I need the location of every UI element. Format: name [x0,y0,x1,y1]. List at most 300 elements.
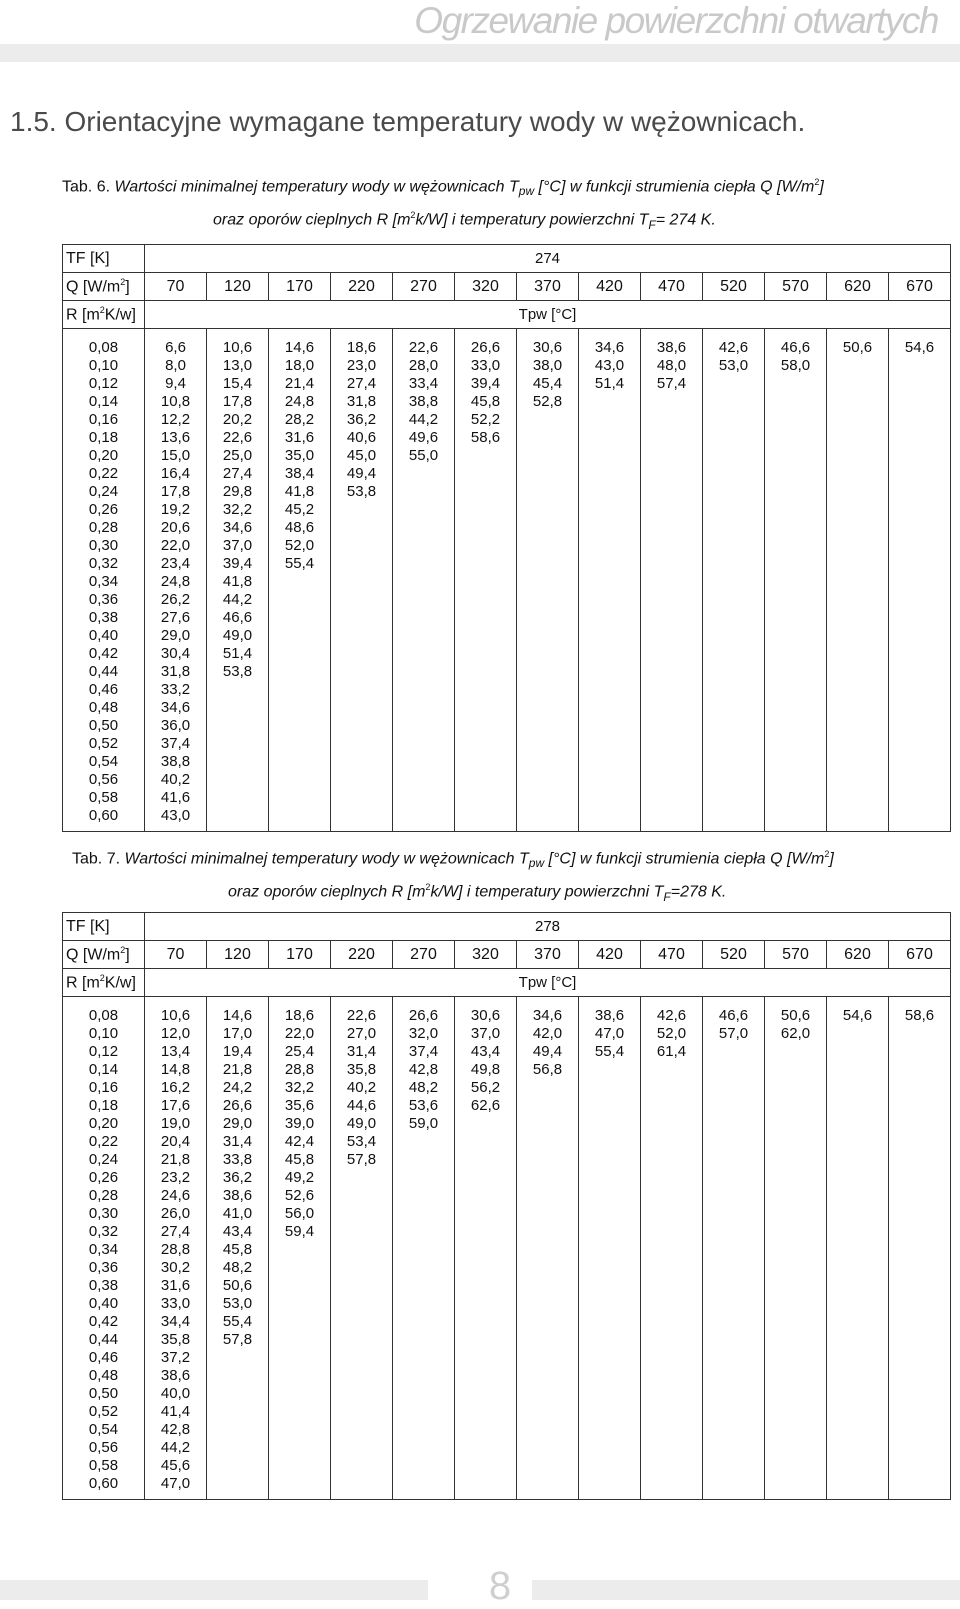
resistance-cell: 0,60 [63,1475,145,1500]
temperature-cell: 55,4 [579,1043,641,1061]
temperature-cell [517,1169,579,1187]
temperature-cell [889,789,951,807]
temperature-cell [703,1097,765,1115]
temperature-cell [269,717,331,735]
temperature-cell [765,735,827,753]
temperature-cell [827,1187,889,1205]
temperature-cell [703,447,765,465]
table-row [63,1187,951,1205]
temperature-cell [331,1187,393,1205]
temperature-cell [579,1331,641,1349]
table-row [63,997,951,1026]
temperature-cell: 14,8 [145,1061,207,1079]
temperature-cell: 42,6 [641,997,703,1026]
temperature-cell: 57,8 [207,1331,269,1349]
temperature-cell [393,771,455,789]
temperature-cell [269,1349,331,1367]
temperature-cell [517,627,579,645]
temperature-cell [889,1097,951,1115]
table-row [63,519,951,537]
temperature-cell [765,645,827,663]
temperature-cell [579,1349,641,1367]
temperature-cell [579,1169,641,1187]
temperature-cell: 31,8 [331,393,393,411]
r-label: R $[m^2K/w]$ [63,969,145,997]
temperature-cell [641,1223,703,1241]
temperature-cell [827,627,889,645]
temperature-cell [889,717,951,735]
temperature-cell [455,447,517,465]
temperature-cell [207,1349,269,1367]
temperature-cell [579,1457,641,1475]
temperature-cell [889,1277,951,1295]
temperature-cell [703,699,765,717]
temperature-cell [765,1169,827,1187]
q-value-cell: 370 [517,941,579,969]
temperature-cell [703,1313,765,1331]
temperature-cell [889,555,951,573]
temperature-cell [455,555,517,573]
temperature-cell [455,465,517,483]
temperature-cell [393,1133,455,1151]
temperature-cell [579,555,641,573]
temperature-cell [393,591,455,609]
table-row [63,1349,951,1367]
temperature-cell: 45,4 [517,375,579,393]
resistance-cell: 0,50 [63,717,145,735]
table-row [63,645,951,663]
temperature-cell [765,1367,827,1385]
temperature-cell [641,1115,703,1133]
temperature-cell [455,1223,517,1241]
temperature-cell [889,1457,951,1475]
temperature-cell: 45,0 [331,447,393,465]
temperature-cell [827,1061,889,1079]
temperature-cell [331,681,393,699]
resistance-cell: 0,18 [63,1097,145,1115]
temperature-cell [703,1403,765,1421]
temperature-cell [827,681,889,699]
temperature-cell [641,681,703,699]
temperature-cell [703,519,765,537]
temperature-cell: 33,4 [393,375,455,393]
temperature-cell [703,1439,765,1457]
temperature-cell: 15,0 [145,447,207,465]
temperature-cell [517,645,579,663]
temperature-cell [889,357,951,375]
temperature-cell: 53,4 [331,1133,393,1151]
temperature-cell [641,483,703,501]
temperature-cell [455,1457,517,1475]
temperature-cell [331,1277,393,1295]
temperature-cell [765,1151,827,1169]
temperature-cell [641,663,703,681]
temperature-cell [765,591,827,609]
temperature-cell [889,771,951,789]
temperature-cell: 49,4 [517,1043,579,1061]
temperature-cell: 53,0 [703,357,765,375]
temperature-cell [455,1367,517,1385]
temperature-cell [703,789,765,807]
temperature-cell: 19,4 [207,1043,269,1061]
temperature-cell [703,1133,765,1151]
temperature-cell: 20,4 [145,1133,207,1151]
temperature-cell [703,807,765,832]
temperature-cell [517,591,579,609]
temperature-cell: 10,6 [145,997,207,1026]
temperature-cell [641,555,703,573]
temperature-cell [765,465,827,483]
temperature-cell: 55,4 [269,555,331,573]
temperature-cell [765,1403,827,1421]
temperature-cell [889,1061,951,1079]
resistance-cell: 0,58 [63,789,145,807]
table-row [63,465,951,483]
temperature-cell [517,1223,579,1241]
temperature-cell [889,1079,951,1097]
temperature-cell [765,681,827,699]
temperature-cell [703,753,765,771]
temperature-cell [579,1133,641,1151]
page-number: 8 [488,1564,512,1608]
temperature-cell [765,1205,827,1223]
temperature-cell: 8,0 [145,357,207,375]
temperature-cell [269,645,331,663]
temperature-cell [269,1277,331,1295]
temperature-cell [641,645,703,663]
temperature-cell [579,699,641,717]
temperature-cell [331,1295,393,1313]
temperature-cell: 14,6 [207,997,269,1026]
temperature-cell: 26,2 [145,591,207,609]
temperature-cell: 44,2 [145,1439,207,1457]
temperature-cell [269,699,331,717]
temperature-cell [703,483,765,501]
temperature-cell [393,483,455,501]
temperature-cell [269,1331,331,1349]
temperature-cell [765,411,827,429]
temperature-cell [393,1259,455,1277]
temperature-cell [889,465,951,483]
temperature-cell [641,1475,703,1500]
temperature-cell: 42,8 [145,1421,207,1439]
resistance-cell: 0,40 [63,627,145,645]
resistance-cell: 0,42 [63,1313,145,1331]
temperature-cell [827,1133,889,1151]
temperature-cell [207,771,269,789]
temperature-cell [703,1061,765,1079]
temperature-cell [827,1025,889,1043]
temperature-cell [455,1169,517,1187]
temperature-cell [703,1259,765,1277]
temperature-cell [889,411,951,429]
temperature-cell [579,1295,641,1313]
temperature-cell [889,609,951,627]
temperature-cell: 31,4 [207,1133,269,1151]
temperature-cell [641,1439,703,1457]
temperature-cell [393,1187,455,1205]
temperature-cell [207,1367,269,1385]
temperature-cell [393,663,455,681]
tpw-label: Tpw [°C] [145,301,951,329]
temperature-cell [455,735,517,753]
temperature-cell [703,1331,765,1349]
temperature-cell [641,609,703,627]
temperature-cell: 33,0 [145,1295,207,1313]
temperature-cell: 29,0 [145,627,207,645]
temperature-cell [331,501,393,519]
temperature-cell [393,699,455,717]
temperature-cell [517,555,579,573]
temperature-cell [579,609,641,627]
q-value-cell: 520 [703,273,765,301]
resistance-cell: 0,24 [63,1151,145,1169]
temperature-cell [641,591,703,609]
temperature-cell: 51,4 [579,375,641,393]
temperature-cell [517,771,579,789]
temperature-cell [393,465,455,483]
temperature-cell: 42,6 [703,329,765,358]
temperature-cell: 53,8 [207,663,269,681]
temperature-cell [269,1457,331,1475]
temperature-cell [765,663,827,681]
temperature-cell: 45,8 [269,1151,331,1169]
temperature-cell [827,375,889,393]
temperature-cell [393,1421,455,1439]
temperature-cell: 25,0 [207,447,269,465]
temperature-cell [765,501,827,519]
temperature-cell [889,447,951,465]
temperature-cell [517,1313,579,1331]
temperature-cell [517,1151,579,1169]
temperature-cell [393,807,455,832]
temperature-cell [455,1241,517,1259]
table-row [63,573,951,591]
temperature-cell [827,1421,889,1439]
temperature-cell [455,699,517,717]
temperature-cell: 46,6 [765,329,827,358]
temperature-cell: 40,2 [145,771,207,789]
temperature-cell [455,1133,517,1151]
temperature-cell [765,429,827,447]
temperature-cell [765,1439,827,1457]
temperature-cell [517,501,579,519]
temperature-cell [765,807,827,832]
tpw-label: Tpw [°C] [145,969,951,997]
temperature-cell [765,1385,827,1403]
temperature-cell [517,735,579,753]
temperature-cell: 26,6 [207,1097,269,1115]
temperature-cell: 45,6 [145,1457,207,1475]
temperature-cell [455,1313,517,1331]
caption-text: ] [829,850,834,868]
table-caption-6 [0,168,960,235]
temperature-cell [827,1313,889,1331]
temperature-cell: 38,6 [145,1367,207,1385]
resistance-cell: 0,32 [63,1223,145,1241]
temperature-cell [517,1115,579,1133]
temperature-cell [579,447,641,465]
temperature-cell: 31,8 [145,663,207,681]
table-row [63,429,951,447]
resistance-cell: 0,18 [63,429,145,447]
temperature-cell [393,1277,455,1295]
temperature-cell [703,1421,765,1439]
temperature-cell [455,1115,517,1133]
temperature-cell: 24,8 [145,573,207,591]
temperature-cell: 43,4 [207,1223,269,1241]
temperature-cell [889,1403,951,1421]
temperature-cell: 21,8 [145,1151,207,1169]
temperature-cell [641,735,703,753]
resistance-cell: 0,28 [63,1187,145,1205]
caption-text: =278 K. [670,883,727,901]
temperature-cell [455,717,517,735]
temperature-cell [703,681,765,699]
temperature-cell [703,501,765,519]
q-value-cell: 70 [145,273,207,301]
resistance-cell: 0,14 [63,393,145,411]
temperature-cell [827,609,889,627]
temperature-cell [269,1313,331,1331]
temperature-cell: 44,6 [331,1097,393,1115]
resistance-cell: 0,12 [63,1043,145,1061]
temperature-cell [641,393,703,411]
temperature-cell: 34,4 [145,1313,207,1331]
resistance-cell: 0,34 [63,573,145,591]
table-row [63,1367,951,1385]
temperature-cell [703,735,765,753]
temperature-cell [703,1187,765,1205]
temperature-cell: 57,0 [703,1025,765,1043]
temperature-cell [703,1241,765,1259]
temperature-cell [579,1403,641,1421]
temperature-cell [827,1349,889,1367]
temperature-cell [889,1187,951,1205]
caption-sub: F [663,889,671,904]
temperature-cell: 22,6 [393,329,455,358]
table-row [63,537,951,555]
temperature-cell [269,753,331,771]
resistance-cell: 0,48 [63,1367,145,1385]
temperature-cell [765,483,827,501]
temperature-cell: 35,0 [269,447,331,465]
q-value-cell: 70 [145,941,207,969]
temperature-cell: 53,8 [331,483,393,501]
resistance-cell: 0,22 [63,465,145,483]
temperature-cell: 35,8 [145,1331,207,1349]
temperature-cell [331,1205,393,1223]
temperature-cell: 42,0 [517,1025,579,1043]
table-caption-7 [0,840,960,907]
temperature-cell [827,1151,889,1169]
temperature-cell [579,1439,641,1457]
temperature-cell [455,483,517,501]
temperature-cell [889,753,951,771]
temperature-cell [703,555,765,573]
temperature-cell: 29,8 [207,483,269,501]
temperature-cell [703,393,765,411]
resistance-cell: 0,08 [63,329,145,358]
temperature-cell: 18,6 [331,329,393,358]
temperature-cell [331,699,393,717]
temperature-cell: 27,4 [331,375,393,393]
temperature-cell [517,681,579,699]
temperature-cell [393,1313,455,1331]
table-row [63,1331,951,1349]
temperature-cell [703,771,765,789]
temperature-cell [827,1097,889,1115]
temperature-cell: 47,0 [145,1475,207,1500]
temperature-cell [827,1331,889,1349]
temperature-cell [827,555,889,573]
temperature-cell: 62,0 [765,1025,827,1043]
temperature-cell: 57,8 [331,1151,393,1169]
temperature-cell: 33,0 [455,357,517,375]
temperature-cell [579,627,641,645]
temperature-cell [889,1205,951,1223]
temperature-cell [455,645,517,663]
resistance-cell: 0,56 [63,771,145,789]
temperature-cell [889,645,951,663]
q-header-row [63,941,951,969]
resistance-cell: 0,52 [63,1403,145,1421]
temperature-cell: 22,6 [331,997,393,1026]
temperature-cell: 16,2 [145,1079,207,1097]
temperature-cell [517,1079,579,1097]
resistance-cell: 0,50 [63,1385,145,1403]
temperature-cell [827,1457,889,1475]
q-value-cell: 320 [455,941,517,969]
temperature-cell [393,717,455,735]
temperature-cell: 17,8 [207,393,269,411]
resistance-cell: 0,38 [63,1277,145,1295]
temperature-cell [579,501,641,519]
temperature-cell [269,1385,331,1403]
table-row [63,1133,951,1151]
temperature-cell [765,1241,827,1259]
caption-text: Wartości minimalnej temperatury wody w wężownicach T [110,178,519,196]
temperature-cell [455,1475,517,1500]
resistance-cell: 0,10 [63,357,145,375]
temperature-cell: 41,8 [269,483,331,501]
table-row [63,717,951,735]
q-value-cell: 670 [889,273,951,301]
temperature-cell [641,429,703,447]
temperature-cell: 18,0 [269,357,331,375]
temperature-cell [827,1259,889,1277]
temperature-cell [641,627,703,645]
resistance-cell: 0,36 [63,1259,145,1277]
caption-sup: 2 [425,882,431,893]
table-row [63,789,951,807]
temperature-cell: 35,6 [269,1097,331,1115]
temperature-cell: 32,0 [393,1025,455,1043]
temperature-cell: 48,2 [207,1259,269,1277]
resistance-cell: 0,42 [63,645,145,663]
caption-sup: 2 [824,849,830,859]
temperature-cell: 59,4 [269,1223,331,1241]
temperature-cell [517,411,579,429]
temperature-cell: 52,0 [641,1025,703,1043]
temperature-cell [331,1241,393,1259]
temperature-cell [889,375,951,393]
temperature-cell [765,1259,827,1277]
temperature-cell [579,1151,641,1169]
q-header-row [63,273,951,301]
temperature-cell [827,465,889,483]
temperature-cell [827,1169,889,1187]
